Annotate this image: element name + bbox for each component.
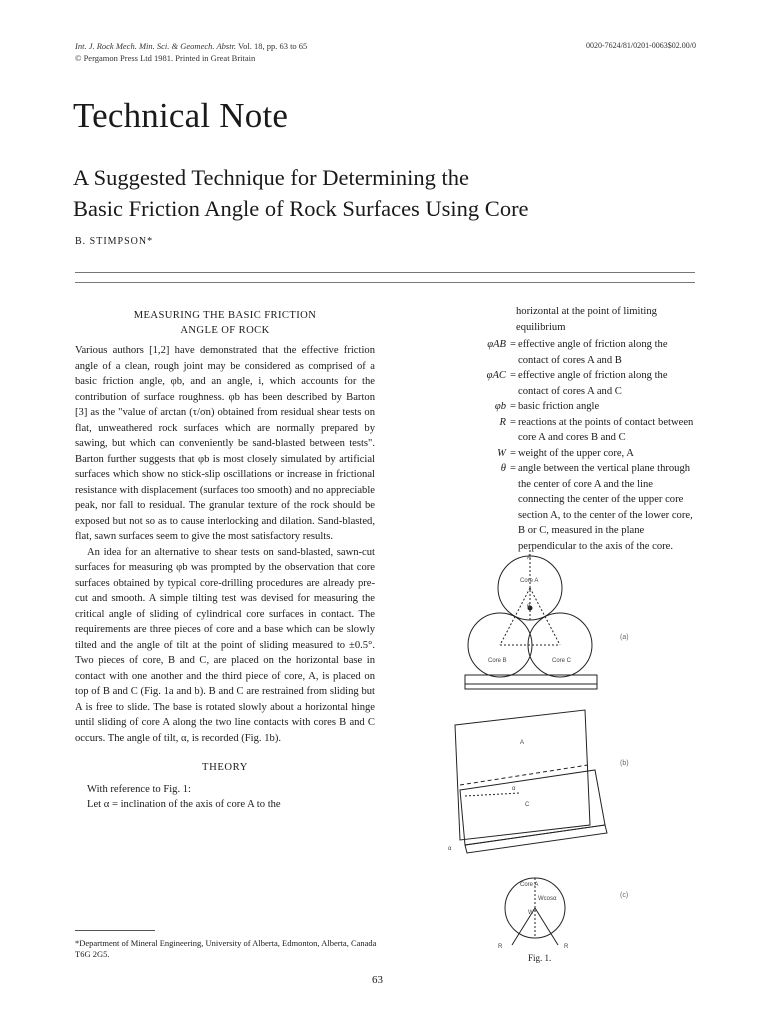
figure-label-r-right: R: [564, 944, 569, 950]
paragraph-method: An idea for an alternative to shear tests on sand-blasted, sawn-cut surfaces for measuring φb was prompted by the observation that core surfaces obtained by typical core-drilling procedures are already pre-cut and smooth. A simple tilting test was devised for measuring the critical angle of sliding of cylindrical core surfaces in contact. The requirements are three pieces of core and a base which can be slowly tilted and the angle of tilt at the point of sliding measured to ±0.5°. Two pieces of core, B and C, are placed on the horizontal base in contact with one another and the third piece of core, A, is placed on top of B and C (Fig. 1a and b). B and C are restrained from sliding but A is free to slide. The base is rotated slowly about a horizontal hinge until sliding of core A along the two line contacts with cores B and C occurs. The angle of tilt, α, is recorded (Fig. 1b).: [75, 546, 375, 744]
base-plate-a: [465, 675, 597, 684]
title-rule-bottom: [75, 282, 695, 283]
definition-item: W = weight of the upper core, A: [462, 446, 694, 462]
section-heading-measuring: MEASURING THE BASIC FRICTION ANGLE OF ROCK: [133, 310, 317, 336]
figure-label-theta: θ: [527, 604, 531, 610]
base-plate-b: [465, 825, 607, 853]
figure-label-a-side: A: [520, 740, 525, 746]
definition-list: [462, 337, 694, 554]
publisher-line: © Pergamon Press Ltd 1981. Printed in Great Britain: [75, 53, 256, 63]
definition-item: R = reactions at the points of contact between core A and cores B and C: [462, 415, 694, 446]
definition-symbol: R: [499, 416, 506, 428]
figure-label-core-a-section: Core A: [520, 882, 539, 888]
paragraph-intro: Various authors [1,2] have demonstrated that the effective friction angle of a clean, rough joint may be considered as comprised of a basic friction angle, φb, and an angle, i, which accounts for the contribution of surface roughness. φb has been described by Barton [3] as the "value of arctan (τ/σn) obtained from residual shear tests on flat, unweathered rock surfaces which are normally prepared by sawing, but which can conveniently be sand-blasted between tests". Barton further suggests that φb is most closely simulated by artificial surfaces which show no stick-slip oscillations or increase in frictional resistance with displacement (surfaces too smooth) and no appreciable peak, nor fall to residual. The granular texture of the rock should be exposed but not so as to cause interlocking and dilation. Sand-blasted, flat, sawn surfaces seem to give the most satisfactory results.: [75, 345, 375, 542]
figure-label-wcos: Wcosα: [538, 896, 557, 902]
journal-volume: Vol. 18, pp. 63 to 65: [236, 41, 308, 51]
figure-label-core-a: Core A: [520, 578, 539, 584]
figure-caption: Fig. 1.: [528, 953, 552, 963]
paragraph-theory-ref: With reference to Fig. 1:: [87, 783, 192, 795]
right-column: [462, 304, 694, 554]
figure-label-alpha-tilt: α: [512, 786, 516, 792]
definition-continuation: horizontal at the point of limiting equilibrium: [516, 306, 657, 333]
definition-item: θ = angle between the vertical plane through the center of core A and the line connecting the center of the upper core section A, to the center of the lower core, B or C, measured in the plane perpendicular to the axis of the core.: [462, 461, 694, 554]
definition-symbol: φb: [494, 401, 506, 412]
figure-label-alpha-base: α: [448, 846, 452, 852]
definition-text: effective angle of friction along the contact of cores A and B: [518, 339, 668, 366]
footnote: *Department of Mineral Engineering, University of Alberta, Edmonton, Alberta, Canada T6G 2G5.: [75, 938, 377, 959]
definition-text: basic friction angle: [518, 401, 600, 412]
section-heading-theory: THEORY: [202, 762, 248, 773]
definition-text: weight of the upper core, A: [518, 447, 634, 459]
definition-symbol: φAC: [486, 370, 506, 381]
page-number: 63: [372, 974, 383, 986]
article-code: 0020-7624/81/0201-0063$02.00/0: [586, 41, 696, 50]
figure-label-core-b: Core B: [488, 658, 507, 664]
figure-part-a: (a): [620, 634, 629, 641]
paragraph-theory-let: Let α = inclination of the axis of core A to the: [87, 799, 281, 810]
definition-item: φb = basic friction angle: [462, 399, 694, 415]
definition-symbol: θ: [500, 463, 506, 474]
definition-item: φAB = effective angle of friction along the contact of cores A and B: [462, 337, 694, 368]
article-title-line-1: A Suggested Technique for Determining the: [73, 165, 470, 190]
figure-label-a-top: A: [527, 555, 532, 561]
definition-symbol: φAB: [487, 339, 506, 350]
definition-text: reactions at the points of contact between core A and cores B and C: [518, 416, 694, 443]
article-title: [73, 162, 529, 224]
figure-part-c: (c): [620, 892, 629, 899]
journal-name: Int. J. Rock Mech. Min. Sci. & Geomech. Abstr.: [75, 41, 237, 51]
journal-citation: [75, 40, 307, 64]
left-column: [75, 308, 375, 813]
definition-text: effective angle of friction along the contact of cores A and C: [518, 370, 668, 397]
figure-1: [440, 550, 640, 970]
page-title: Technical Note: [73, 96, 289, 135]
figure-label-w: W: [528, 910, 534, 916]
author-name: B. STIMPSON*: [75, 236, 154, 247]
definition-symbol: W: [497, 447, 506, 459]
figure-label-c-side: C: [525, 802, 530, 808]
definition-text: angle between the vertical plane through the center of core A and the line connecting the center of the upper core section A, to the center of the lower core, B or C, measured in the plane perpendicular to the axis of the core.: [518, 463, 693, 552]
figure-part-b: (b): [620, 760, 629, 767]
article-title-line-2: Basic Friction Angle of Rock Surfaces Using Core: [73, 196, 529, 221]
footnote-rule: [75, 930, 155, 931]
title-rule-top: [75, 272, 695, 273]
definition-item: φAC = effective angle of friction along the contact of cores A and C: [462, 368, 694, 399]
figure-drawing: [440, 550, 640, 970]
figure-label-core-c: Core C: [552, 658, 572, 664]
figure-label-r-left: R: [498, 944, 503, 950]
base-plate-a-lower: [465, 684, 597, 689]
